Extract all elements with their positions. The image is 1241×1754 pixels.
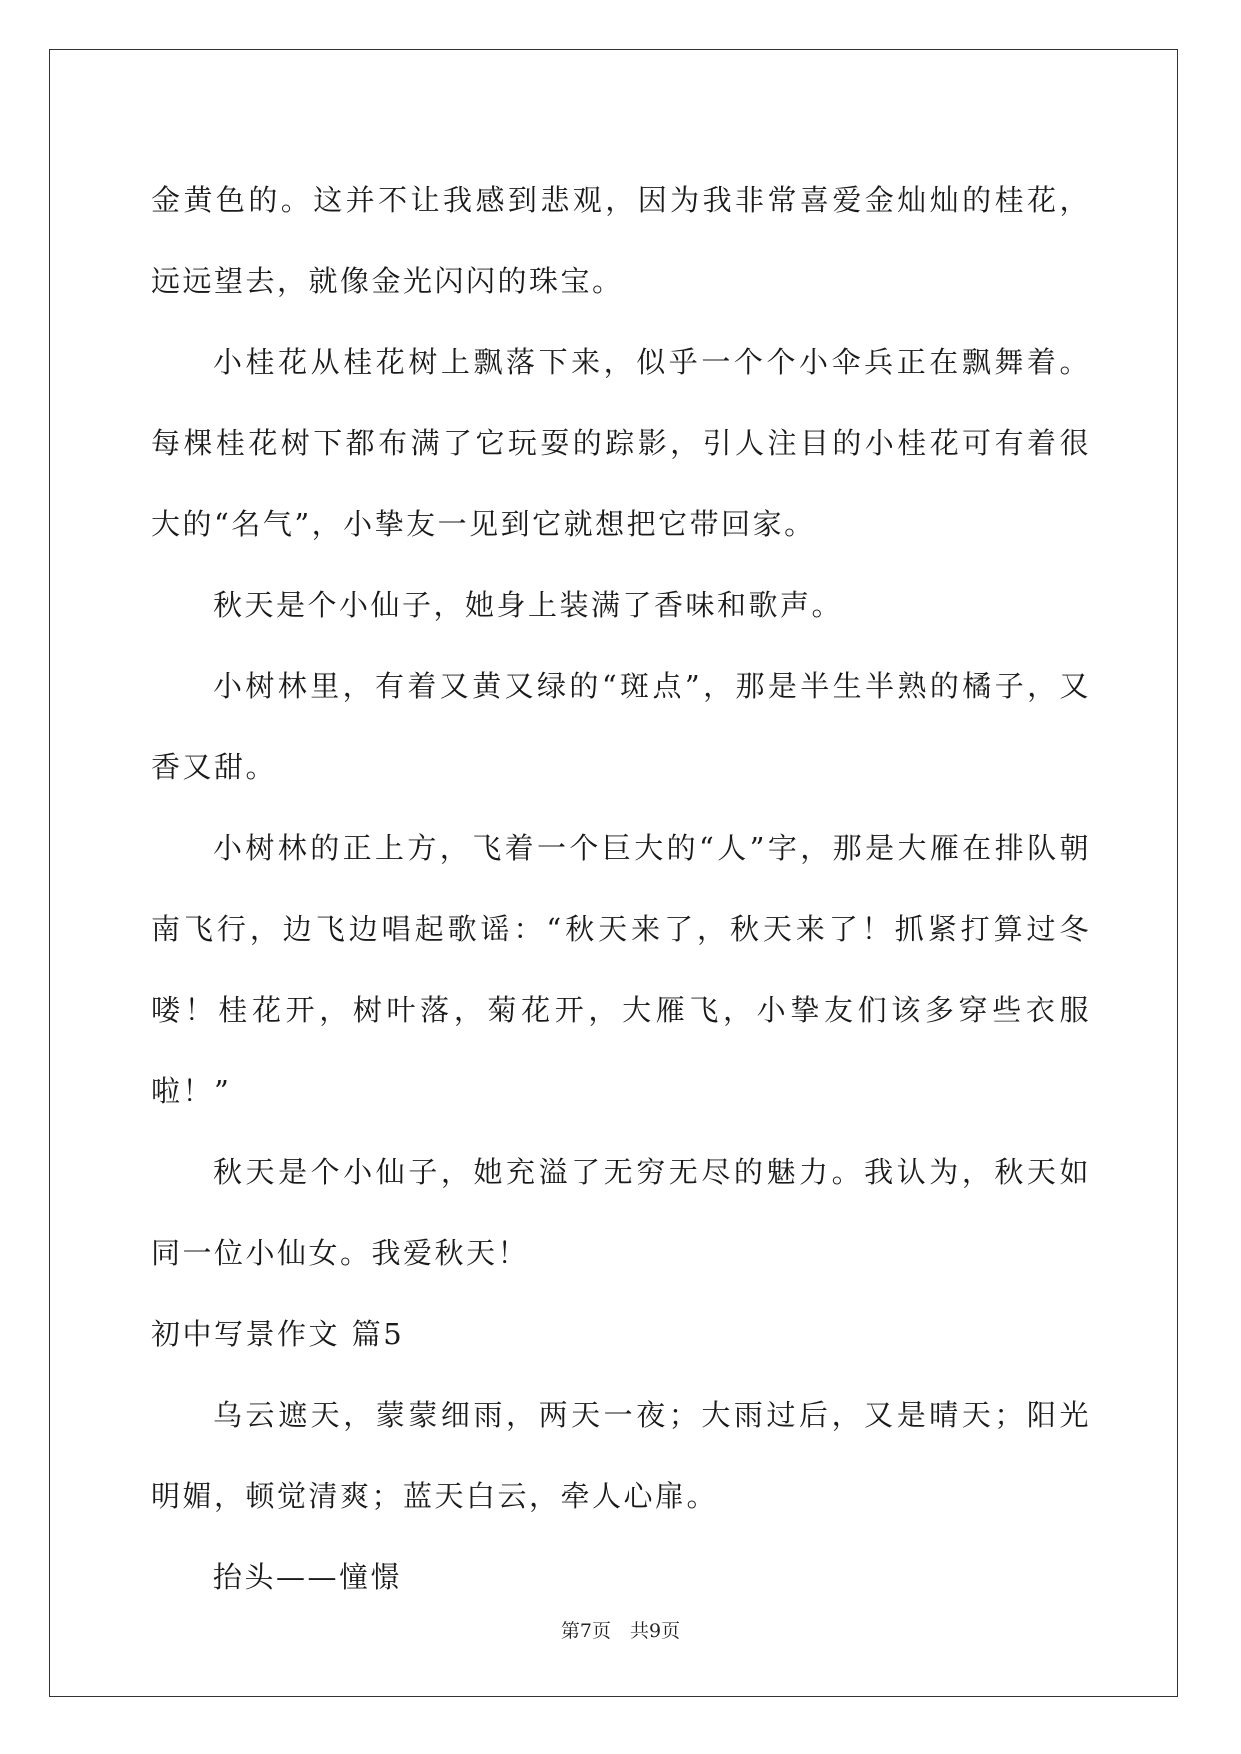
section-heading: 初中写景作文 篇5 <box>151 1317 405 1351</box>
paragraph-2: 小桂花从桂花树上飘落下来，似乎一个个小伞兵正在飘舞着。每棵桂花树下都布满了它玩耍的踪影，引人注目的小桂花可有着很大的“名气”，小挚友一见到它就想把它带回家。 <box>151 345 1091 541</box>
paragraph-6: 秋天是个小仙子，她充溢了无穷无尽的魅力。我认为，秋天如同一位小仙女。我爱秋天！ <box>151 1155 1091 1270</box>
paragraph-5: 小树林的正上方，飞着一个巨大的“人”字，那是大雁在排队朝南飞行，边飞边唱起歌谣：“秋天来了，秋天来了！抓紧打算过冬喽！桂花开，树叶落，菊花开，大雁飞，小挚友们该多穿些衣服啦！” <box>151 831 1091 1108</box>
paragraph-3: 秋天是个小仙子，她身上装满了香味和歌声。 <box>213 588 844 622</box>
paragraph-8: 抬头——憧憬 <box>213 1560 403 1594</box>
page-number-footer: 第7页 共9页 <box>560 1620 681 1642</box>
document-body <box>151 160 1091 1618</box>
paragraph-4: 小树林里，有着又黄又绿的“斑点”，那是半生半熟的橘子，又香又甜。 <box>151 669 1091 784</box>
paragraph-7: 乌云遮天，蒙蒙细雨，两天一夜；大雨过后，又是晴天；阳光明媚，顿觉清爽；蓝天白云，牵人心扉。 <box>151 1398 1091 1513</box>
paragraph-1: 金黄色的。这并不让我感到悲观，因为我非常喜爱金灿灿的桂花，远远望去，就像金光闪闪的珠宝。 <box>151 183 1091 298</box>
